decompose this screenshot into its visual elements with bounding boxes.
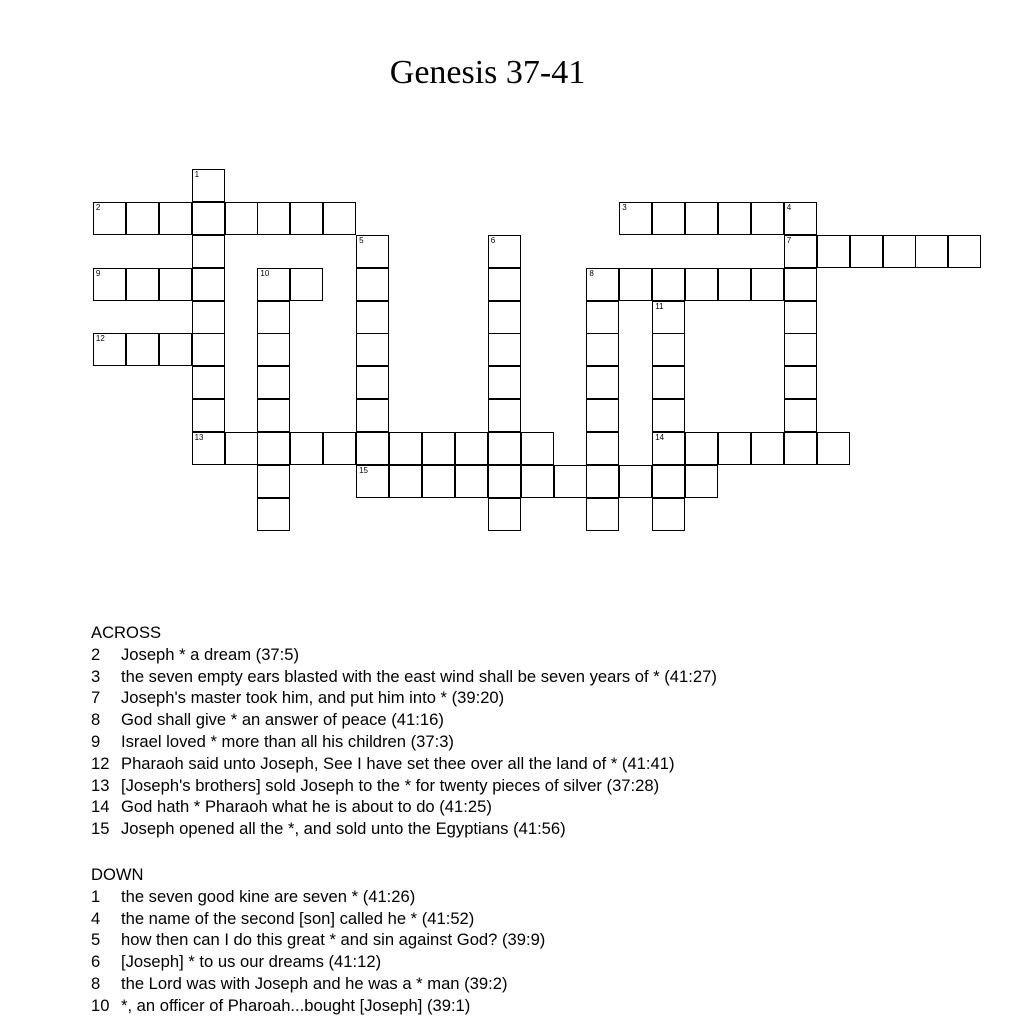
crossword-cell[interactable] [192, 432, 225, 465]
crossword-cell[interactable] [817, 432, 850, 465]
crossword-cell[interactable] [554, 465, 587, 498]
crossword-cell[interactable] [455, 465, 488, 498]
cell-number: 8 [589, 268, 594, 278]
crossword-cell[interactable] [192, 399, 225, 432]
across-heading: ACROSS [91, 623, 162, 642]
crossword-cell[interactable] [356, 301, 389, 334]
crossword-cell[interactable] [652, 399, 685, 432]
clue-text: the Lord was with Joseph and he was a * man (39:2) [121, 973, 508, 993]
crossword-cell[interactable] [488, 399, 521, 432]
crossword-cell[interactable] [323, 202, 356, 235]
clue-across [91, 731, 717, 753]
clue-text: God hath * Pharaoh what he is about to do (41:25) [121, 797, 492, 817]
clue-text: how then can I do this great * and sin against God? (39:9) [121, 930, 546, 950]
crossword-cell[interactable] [290, 432, 323, 465]
crossword-cell[interactable] [751, 202, 784, 235]
cell-number: 13 [194, 433, 204, 443]
crossword-cell[interactable] [685, 202, 718, 235]
clue-across [91, 644, 717, 666]
crossword-cell[interactable] [356, 366, 389, 399]
clue-number: 14 [91, 797, 110, 817]
clue-text: Joseph * a dream (37:5) [121, 644, 300, 664]
clue-number: 3 [91, 666, 101, 686]
crossword-cell[interactable] [784, 235, 817, 268]
crossword-cell[interactable] [948, 235, 981, 268]
crossword-cell[interactable] [356, 465, 389, 498]
crossword-cell[interactable] [652, 366, 685, 399]
cell-number: 14 [655, 433, 665, 443]
crossword-cell[interactable] [718, 432, 751, 465]
crossword-cell[interactable] [521, 465, 554, 498]
crossword-cell[interactable] [652, 301, 685, 334]
crossword-cell[interactable] [883, 235, 916, 268]
crossword-cell[interactable] [422, 465, 455, 498]
clue-text: [Joseph's brothers] sold Joseph to the * for twenty pieces of silver (37:28) [121, 775, 660, 795]
clue-down [91, 995, 545, 1017]
clue-number: 5 [91, 930, 101, 950]
clue-across [91, 775, 717, 797]
clue-number: 1 [91, 886, 101, 906]
crossword-cell[interactable] [915, 235, 948, 268]
crossword-cell[interactable] [257, 333, 290, 366]
clue-across [91, 796, 717, 818]
crossword-cell[interactable] [784, 432, 817, 465]
clue-number: 2 [91, 644, 101, 664]
crossword-cell[interactable] [356, 268, 389, 301]
clue-text: Pharaoh said unto Joseph, See I have set thee over all the land of * (41:41) [121, 753, 675, 773]
crossword-cell[interactable] [586, 268, 619, 301]
crossword-cell[interactable] [586, 333, 619, 366]
clue-text: the seven empty ears blasted with the east wind shall be seven years of * (41:27) [121, 666, 717, 686]
crossword-cell[interactable] [257, 202, 290, 235]
crossword-cell[interactable] [422, 432, 455, 465]
crossword-cell[interactable] [751, 268, 784, 301]
crossword-cell[interactable] [257, 301, 290, 334]
cell-number: 10 [260, 268, 270, 278]
cell-number: 2 [95, 202, 101, 212]
clue-number: 13 [91, 775, 110, 795]
clue-down [91, 929, 545, 951]
crossword-cell[interactable] [225, 202, 258, 235]
clue-number: 7 [91, 688, 101, 708]
crossword-cell[interactable] [784, 366, 817, 399]
crossword-cell[interactable] [817, 235, 850, 268]
crossword-cell[interactable] [751, 432, 784, 465]
crossword-cell[interactable] [192, 333, 225, 366]
crossword-cell[interactable] [356, 432, 389, 465]
crossword-cell[interactable] [126, 268, 159, 301]
crossword-cell[interactable] [652, 333, 685, 366]
crossword-cell[interactable] [126, 202, 159, 235]
clue-text: the name of the second [son] called he * (41:52) [121, 908, 475, 928]
crossword-cell[interactable] [586, 465, 619, 498]
clue-number: 10 [91, 995, 110, 1015]
crossword-cell[interactable] [685, 465, 718, 498]
crossword-cell[interactable] [619, 465, 652, 498]
clue-number: 12 [91, 753, 110, 773]
crossword-cell[interactable] [192, 301, 225, 334]
clue-across [91, 687, 717, 709]
crossword-cell[interactable] [488, 301, 521, 334]
clue-down [91, 973, 545, 995]
clue-text: Israel loved * more than all his children (37:3) [121, 731, 454, 751]
crossword-cell[interactable] [323, 432, 356, 465]
crossword-cell[interactable] [488, 235, 521, 268]
crossword-cell[interactable] [192, 235, 225, 268]
page-title: Genesis 37-41 [389, 54, 586, 91]
crossword-cell[interactable] [652, 498, 685, 531]
crossword-cell[interactable] [685, 432, 718, 465]
crossword-cell[interactable] [257, 399, 290, 432]
crossword-cell[interactable] [488, 268, 521, 301]
cell-number: 5 [359, 235, 364, 245]
clue-number: 9 [91, 731, 101, 751]
crossword-cell[interactable] [192, 202, 225, 235]
crossword-cell[interactable] [257, 432, 290, 465]
crossword-cell[interactable] [488, 432, 521, 465]
crossword-cell[interactable] [356, 235, 389, 268]
crossword-cell[interactable] [521, 432, 554, 465]
crossword-cell[interactable] [356, 399, 389, 432]
crossword-cell[interactable] [652, 432, 685, 465]
crossword-cell[interactable] [389, 465, 422, 498]
crossword-cell[interactable] [290, 268, 323, 301]
clue-across [91, 666, 717, 688]
cell-number: 3 [622, 202, 627, 212]
crossword-cell[interactable] [685, 268, 718, 301]
crossword-cell[interactable] [488, 333, 521, 366]
clue-text: *, an officer of Pharoah...bought [Joseph] (39:1) [121, 995, 471, 1015]
crossword-cell[interactable] [488, 366, 521, 399]
clue-text: [Joseph] * to us our dreams (41:12) [121, 952, 382, 972]
clue-down [91, 886, 545, 908]
cell-number: 4 [786, 202, 792, 212]
across-clues [91, 622, 717, 840]
crossword-cell[interactable] [159, 202, 192, 235]
crossword-cell[interactable] [257, 498, 290, 531]
clue-across [91, 818, 717, 840]
clue-number: 4 [91, 908, 101, 928]
cell-number: 9 [95, 268, 101, 278]
crossword-cell[interactable] [455, 432, 488, 465]
clue-number: 8 [91, 973, 101, 993]
clue-text: God shall give * an answer of peace (41:16) [121, 710, 444, 730]
crossword-cell[interactable] [718, 202, 751, 235]
crossword-cell[interactable] [290, 202, 323, 235]
crossword-cell[interactable] [586, 498, 619, 531]
clue-number: 8 [91, 710, 101, 730]
crossword-cell[interactable] [192, 366, 225, 399]
cell-number: 11 [655, 301, 664, 311]
clue-text: Joseph opened all the *, and sold unto the Egyptians (41:56) [121, 819, 566, 839]
crossword-cell[interactable] [192, 169, 225, 202]
crossword-cell[interactable] [93, 202, 126, 235]
crossword-cell[interactable] [784, 399, 817, 432]
cell-number: 1 [194, 169, 200, 179]
crossword-cell[interactable] [784, 202, 817, 235]
clue-across [91, 753, 717, 775]
crossword-cell[interactable] [356, 333, 389, 366]
crossword-cell[interactable] [257, 465, 290, 498]
crossword-cell[interactable] [225, 432, 258, 465]
clue-across [91, 709, 717, 731]
cell-number: 15 [359, 466, 368, 475]
crossword-cell[interactable] [850, 235, 883, 268]
crossword-cell[interactable] [257, 268, 290, 301]
crossword-cell[interactable] [389, 432, 422, 465]
crossword-cell[interactable] [159, 333, 192, 366]
clue-number: 15 [91, 819, 110, 839]
cell-number: 6 [490, 235, 496, 245]
crossword-cell[interactable] [652, 202, 685, 235]
crossword-cell[interactable] [488, 498, 521, 531]
crossword-cell[interactable] [126, 333, 159, 366]
down-heading: DOWN [91, 865, 144, 884]
crossword-cell[interactable] [619, 202, 652, 235]
crossword-cell[interactable] [93, 333, 126, 366]
clue-text: the seven good kine are seven * (41:26) [121, 886, 416, 906]
crossword-cell[interactable] [257, 366, 290, 399]
crossword-cell[interactable] [784, 333, 817, 366]
crossword-cell[interactable] [586, 366, 619, 399]
crossword-cell[interactable] [784, 268, 817, 301]
crossword-cell[interactable] [192, 268, 225, 301]
crossword-cell[interactable] [586, 301, 619, 334]
crossword-cell[interactable] [93, 268, 126, 301]
crossword-cell[interactable] [586, 399, 619, 432]
crossword-cell[interactable] [784, 301, 817, 334]
clue-number: 6 [91, 952, 101, 972]
cell-number: 12 [95, 334, 105, 344]
down-clues [91, 864, 545, 1017]
cell-number: 7 [786, 235, 792, 245]
clue-down [91, 908, 545, 930]
crossword-cell[interactable] [619, 268, 652, 301]
crossword-cell[interactable] [652, 268, 685, 301]
clue-text: Joseph's master took him, and put him into * (39:20) [121, 688, 505, 708]
crossword-cell[interactable] [159, 268, 192, 301]
crossword-cell[interactable] [586, 432, 619, 465]
clue-down [91, 951, 545, 973]
crossword-cell[interactable] [488, 465, 521, 498]
crossword-cell[interactable] [718, 268, 751, 301]
crossword-cell[interactable] [652, 465, 685, 498]
